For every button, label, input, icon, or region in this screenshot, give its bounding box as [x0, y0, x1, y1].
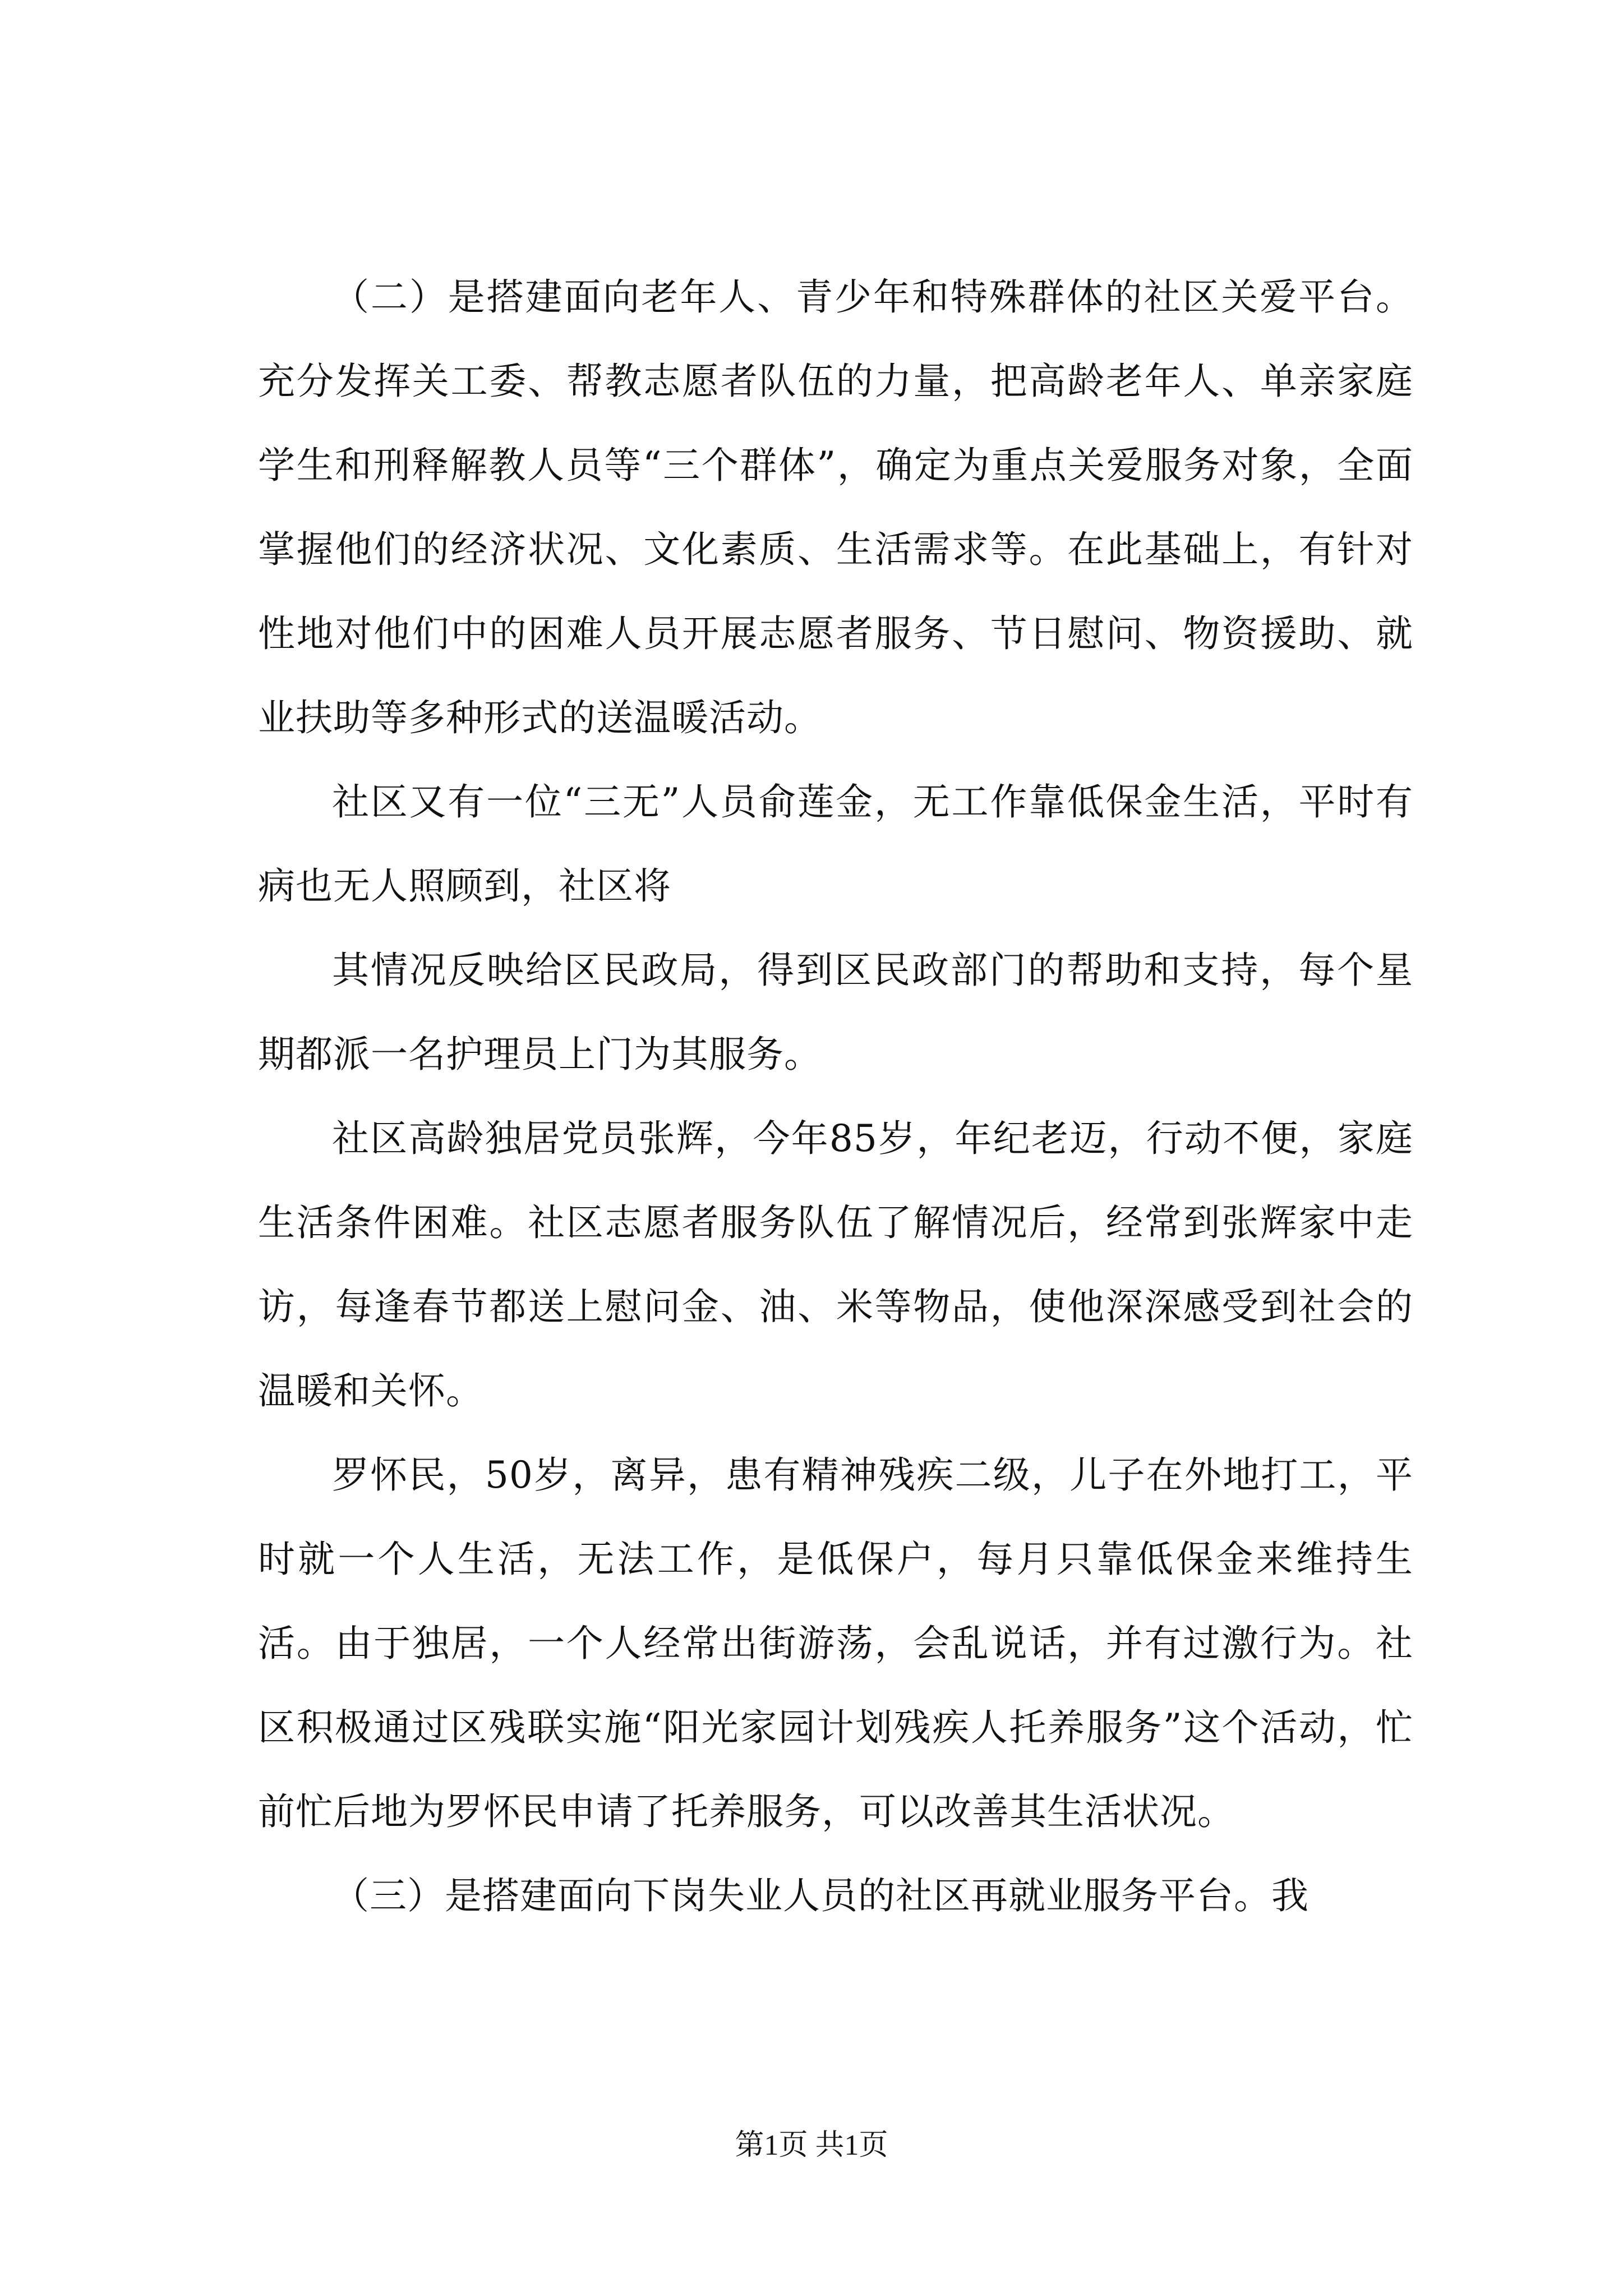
paragraph: 其情况反映给区民政局，得到区民政部门的帮助和支持，每个星期都派一名护理员上门为其服务。 [258, 949, 1413, 1076]
paragraph: 社区又有一位“三无”人员俞莲金，无工作靠低保金生活，平时有病也无人照顾到，社区将 [258, 780, 1413, 908]
paragraph: （三）是搭建面向下岗失业人员的社区再就业服务平台。我 [332, 1874, 1309, 1917]
document-body [258, 255, 1413, 1938]
page-footer: 第1页 共1页 [735, 2129, 888, 2161]
paragraph: 社区高龄独居党员张辉，今年85岁，年纪老迈，行动不便，家庭生活条件困难。社区志愿者服务队伍了解情况后，经常到张辉家中走访，每逢春节都送上慰问金、油、米等物品，使他深深感受到社会的温暖和关怀。 [258, 1117, 1413, 1412]
paragraph: 罗怀民，50岁，离异，患有精神残疾二级，儿子在外地打工，平时就一个人生活，无法工作，是低保户，每月只靠低保金来维持生活。由于独居，一个人经常出街游荡，会乱说话，并有过激行为。社区积极通过区残联实施“阳光家园计划残疾人托养服务”这个活动，忙前忙后地为罗怀民申请了托养服务，可以改善其生活状况。 [258, 1453, 1413, 1833]
paragraph: （二）是搭建面向老年人、青少年和特殊群体的社区关爱平台。充分发挥关工委、帮教志愿者队伍的力量，把高龄老年人、单亲家庭学生和刑释解教人员等“三个群体”，确定为重点关爱服务对象，全面掌握他们的经济状况、文化素质、生活需求等。在此基础上，有针对性地对他们中的困难人员开展志愿者服务、节日慰问、物资援助、就业扶助等多种形式的送温暖活动。 [258, 275, 1413, 739]
